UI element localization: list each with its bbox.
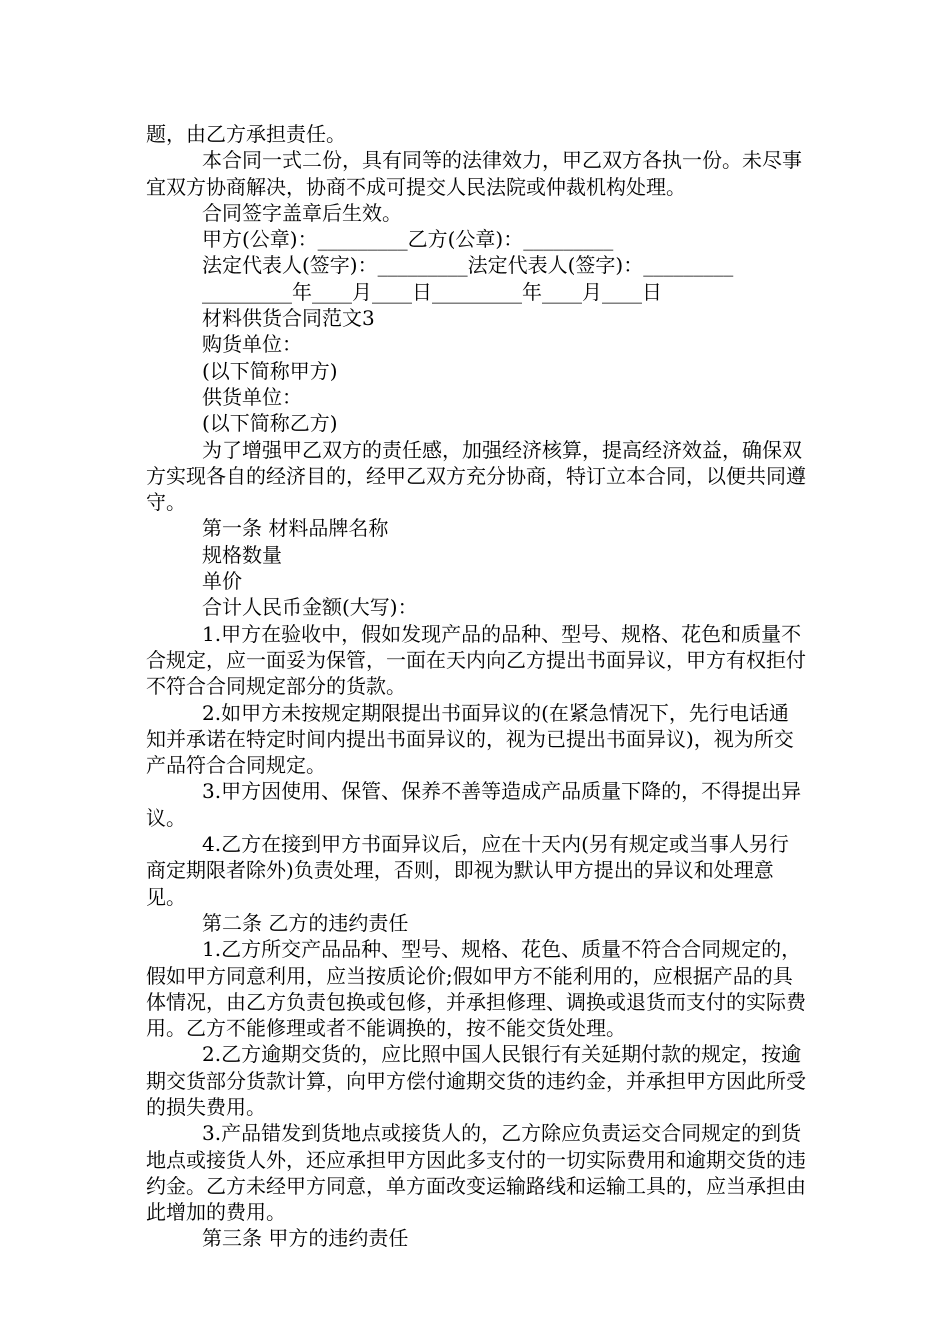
date-line: _________年____月____日_________年____月____日 xyxy=(202,279,662,304)
signature-line-party-a: 甲方(公章)：_________乙方(公章)：_________ xyxy=(202,227,614,252)
supplier-label: 供货单位： xyxy=(202,384,302,409)
clause-1-2: 2.如甲方未按规定期限提出书面异议的(在紧急情况下，先行电话通知并承诺在特定时间内提出书面异议的，视为已提出书面异议)，视为所交产品符合合同规定。 xyxy=(146,700,794,778)
clause-2-2: 2.乙方逾期交货的，应比照中国人民银行有关延期付款的规定，按逾期交货部分货款计算，向甲方偿付逾期交货的违约金，并承担甲方因此所受的损失费用。 xyxy=(146,1042,806,1119)
document-page xyxy=(146,121,806,1252)
clause-1-4: 4.乙方在接到甲方书面异议后，应在十天内(另有规定或当事人另行商定期限者除外)负责处理，否则，即视为默认甲方提出的异议和处理意见。 xyxy=(146,832,789,909)
clause-2-3: 3.产品错发到货地点或接货人的，乙方除应负责运交合同规定的到货地点或接货人外，还应承担甲方因此多支付的一切实际费用和逾期交货的违约金。乙方未经甲方同意，单方面改变运输路线和运输工具的，应当承担由此增加的费用。 xyxy=(146,1121,806,1225)
supplier-abbrev: (以下简称乙方) xyxy=(202,411,338,436)
article-1-title: 第一条 材料品牌名称 xyxy=(202,516,389,541)
preamble: 为了增强甲乙双方的责任感，加强经济核算，提高经济效益，确保双方实现各自的经济目的，经甲乙双方充分协商，特订立本合同，以便共同遵守。 xyxy=(146,437,806,515)
spec-quantity: 规格数量 xyxy=(202,542,282,567)
clause-1-3: 3.甲方因使用、保管、保养不善等造成产品质量下降的，不得提出异议。 xyxy=(146,779,802,830)
paragraph-1: 题，由乙方承担责任。 xyxy=(146,122,346,146)
article-2-title: 第二条 乙方的违约责任 xyxy=(202,910,409,935)
clause-1-1: 1.甲方在验收中，假如发现产品的品种、型号、规格、花色和质量不合规定，应一面妥为保管，一面在天内向乙方提出书面异议，甲方有权拒付不符合合同规定部分的货款。 xyxy=(146,621,806,699)
clause-2-1: 1.乙方所交产品品种、型号、规格、花色、质量不符合合同规定的，假如甲方同意利用，应当按质论价;假如甲方不能利用的，应根据产品的具体情况，由乙方负责包换或包修，并承担修理、调换或退货而支付的实际费用。乙方不能修理或者不能调换的，按不能交货处理。 xyxy=(146,937,806,1041)
buyer-label: 购货单位： xyxy=(202,332,302,357)
signature-line-representative: 法定代表人(签字)：_________法定代表人(签字)：_________ xyxy=(202,253,734,278)
buyer-abbrev: (以下简称甲方) xyxy=(202,358,338,383)
unit-price: 单价 xyxy=(202,569,242,594)
total-amount: 合计人民币金额(大写)： xyxy=(202,595,418,620)
article-3-title: 第三条 甲方的违约责任 xyxy=(202,1226,409,1251)
paragraph-2: 本合同一式二份，具有同等的法律效力，甲乙双方各执一份。未尽事宜双方协商解决，协商不成可提交人民法院或仲裁机构处理。 xyxy=(146,148,802,199)
paragraph-3: 合同签字盖章后生效。 xyxy=(202,200,402,225)
section-title: 材料供货合同范文3 xyxy=(202,306,375,331)
